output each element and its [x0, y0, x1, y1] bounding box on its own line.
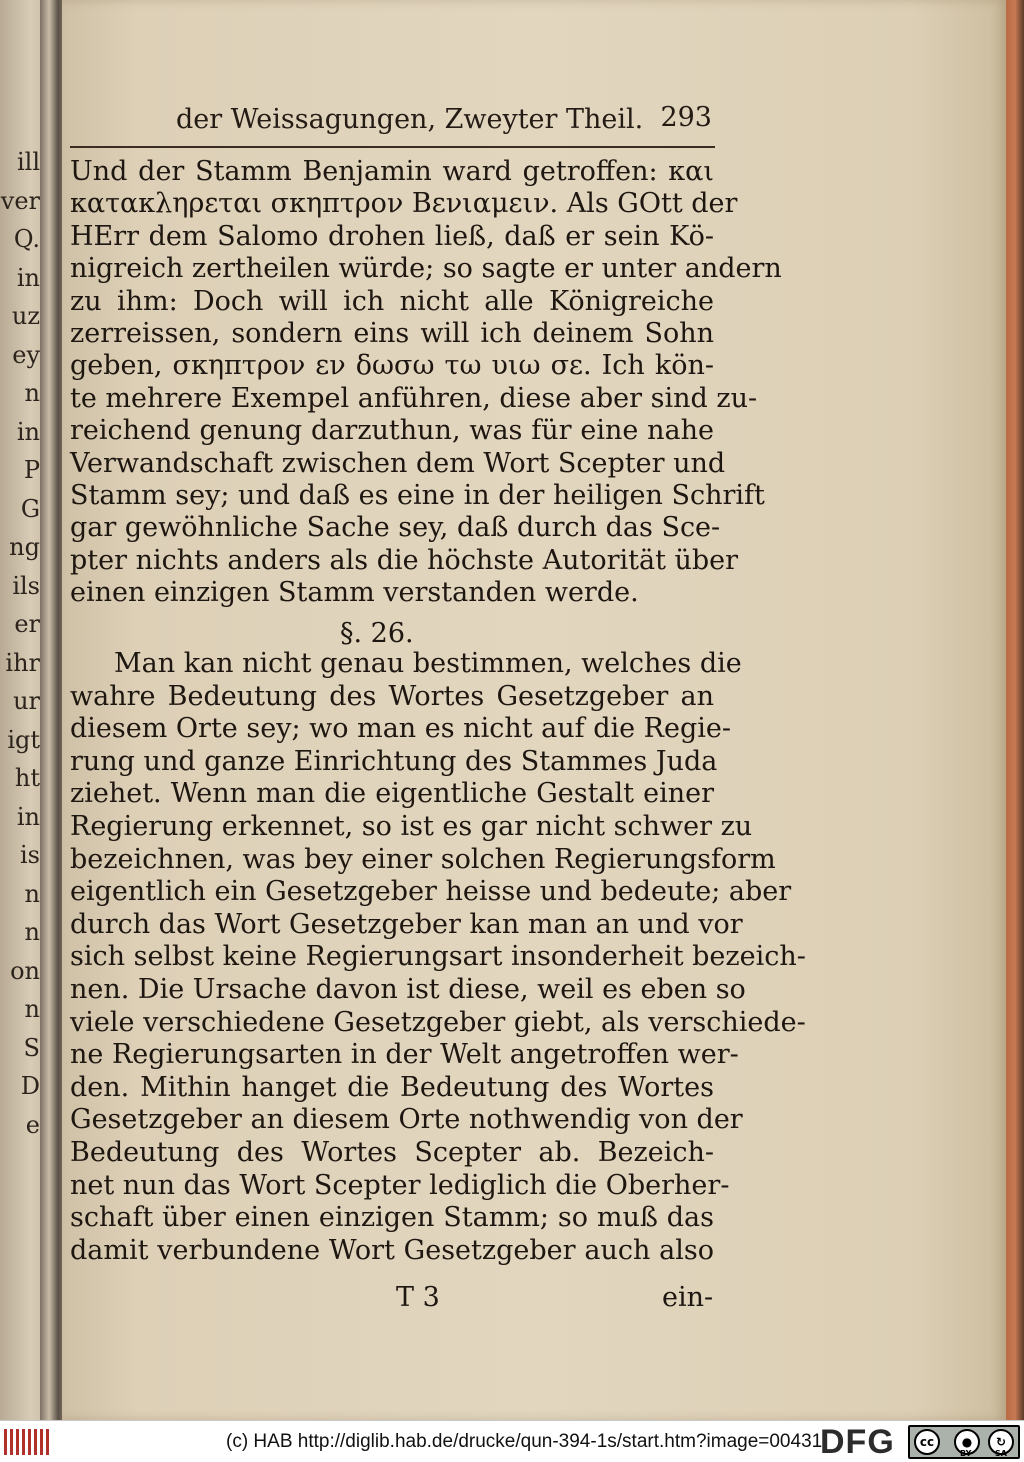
- text-line: wahre Bedeutung des Wortes Gesetzgeber an: [70, 680, 714, 712]
- text-line: Und der Stamm Benjamin ward getroffen: και: [70, 156, 714, 187]
- signature-mark: T 3: [396, 1282, 440, 1313]
- text-line: Gesetzgeber an diesem Orte nothwendig von der: [70, 1104, 743, 1136]
- text-line: Stamm sey; und daß es eine in der heiligen Schrift: [70, 480, 765, 511]
- text-line: damit verbundene Wort Gesetzgeber auch also: [70, 1234, 714, 1266]
- by-person-icon: ●: [954, 1429, 980, 1455]
- facing-page-fragment: n: [24, 379, 40, 407]
- dfg-logo-icon[interactable]: DFG: [820, 1423, 895, 1461]
- facing-page-fragment: in: [16, 417, 40, 446]
- share-alike-icon: ↻: [988, 1429, 1014, 1455]
- text-line: te mehrere Exempel anführen, diese aber sind zu-: [70, 382, 758, 414]
- viewer-footer: [0, 1420, 1024, 1462]
- page-edge: [1006, 0, 1024, 1420]
- text-line: Verwandschaft zwischen dem Wort Scepter und: [70, 447, 726, 479]
- text-line: κατακληρεται σκηπτρον Βενιαμειν. Als GOtt der: [70, 188, 738, 220]
- facing-page-fragment: ey: [12, 340, 40, 369]
- text-line: schaft über einen einzigen Stamm; so muß das: [70, 1202, 714, 1234]
- text-line: zu ihm: Doch will ich nicht alle Königreiche: [70, 285, 714, 317]
- section-mark: §. 26.: [340, 618, 414, 649]
- facing-page-fragment: G: [20, 494, 40, 523]
- text-line: nen. Die Ursache davon ist diese, weil es eben so: [70, 974, 746, 1005]
- copyright-link[interactable]: (c) HAB http://diglib.hab.de/drucke/qun-394-1s/start.htm?image=00431: [226, 1431, 823, 1452]
- page-number: 293: [660, 102, 712, 133]
- running-head: der Weissagungen, Zweyter Theil.: [176, 104, 644, 135]
- facing-page-fragment: n: [24, 879, 40, 908]
- facing-page-fragment: in: [16, 802, 40, 831]
- by-label: BY: [960, 1449, 972, 1458]
- facing-page-fragment: P: [23, 456, 40, 484]
- header-rule: [70, 146, 715, 148]
- facing-page-fragment: in: [16, 263, 40, 292]
- facing-page-fragment: n: [24, 918, 40, 946]
- sa-label: SA: [995, 1449, 1007, 1458]
- text-line: einen einzigen Stamm verstanden werde.: [70, 577, 639, 609]
- facing-page-fragment: S: [23, 1033, 40, 1062]
- text-line: nigreich zertheilen würde; so sagte er unter andern: [70, 253, 782, 285]
- facing-page-fragment: ver: [0, 186, 40, 215]
- text-line: bezeichnen, was bey einer solchen Regierungsform: [70, 843, 776, 875]
- text-line: ziehet. Wenn man die eigentliche Gestalt einer: [70, 778, 714, 810]
- facing-page-fragment: ur: [13, 687, 40, 715]
- text-line: zerreissen, sondern eins will ich deinem Sohn: [70, 318, 714, 349]
- facing-page-fragment: on: [10, 956, 40, 985]
- cc-icon: cc: [914, 1429, 940, 1455]
- text-line: viele verschiedene Gesetzgeber giebt, als verschiede-: [70, 1006, 806, 1038]
- text-line: durch das Wort Gesetzgeber kan man an und vor: [70, 908, 743, 940]
- text-line: ne Regierungsarten in der Welt angetroffen wer-: [70, 1039, 739, 1071]
- facing-page-fragment: ihr: [5, 648, 40, 677]
- facing-page-fragment: ill: [16, 148, 40, 176]
- facing-page-fragment: e: [25, 1110, 40, 1139]
- text-line: rung und ganze Einrichtung des Stammes Juda: [70, 745, 718, 777]
- text-line: geben, σκηπτρον εν δωσω τω υιω σε. Ich kön-: [70, 350, 714, 382]
- facing-page-fragment: is: [20, 841, 40, 869]
- text-line: den. Mithin hanget die Bedeutung des Wortes: [70, 1071, 714, 1103]
- facing-page-fragment: er: [14, 610, 40, 638]
- facing-page-fragment: Q.: [13, 225, 40, 253]
- text-line: reichend genung darzuthun, was für eine nahe: [70, 415, 714, 447]
- facing-page-fragment: uz: [11, 302, 40, 330]
- text-line: eigentlich ein Gesetzgeber heisse und bedeute; aber: [70, 876, 792, 908]
- text-line: gar gewöhnliche Sache sey, daß durch das Sce-: [70, 512, 721, 544]
- facing-page-fragment: D: [20, 1072, 40, 1100]
- text-line: HErr dem Salomo drohen ließ, daß er sein Kö-: [70, 220, 714, 252]
- hab-logo-icon[interactable]: [4, 1429, 50, 1455]
- text-line: Bedeutung des Wortes Scepter ab. Bezeich-: [70, 1137, 714, 1168]
- facing-page-fragment: n: [24, 995, 40, 1023]
- text-line: Man kan nicht genau bestimmen, welches die: [114, 648, 742, 679]
- facing-page-fragment: ils: [12, 571, 40, 600]
- catchword: ein-: [662, 1282, 714, 1313]
- facing-page-fragment: ng: [9, 533, 40, 561]
- text-line: net nun das Wort Scepter lediglich die Oberher-: [70, 1169, 730, 1201]
- text-line: pter nichts anders als die höchste Autorität über: [70, 544, 739, 576]
- facing-page-fragment: igt: [7, 725, 40, 754]
- text-line: sich selbst keine Regierungsart insonderheit bezeich-: [70, 941, 806, 973]
- text-line: Regierung erkennet, so ist es gar nicht schwer zu: [70, 811, 753, 842]
- text-line: diesem Orte sey; wo man es nicht auf die Regie-: [70, 713, 732, 745]
- cc-by-sa-icon[interactable]: [908, 1425, 1020, 1459]
- facing-page-fragment: ht: [14, 764, 40, 792]
